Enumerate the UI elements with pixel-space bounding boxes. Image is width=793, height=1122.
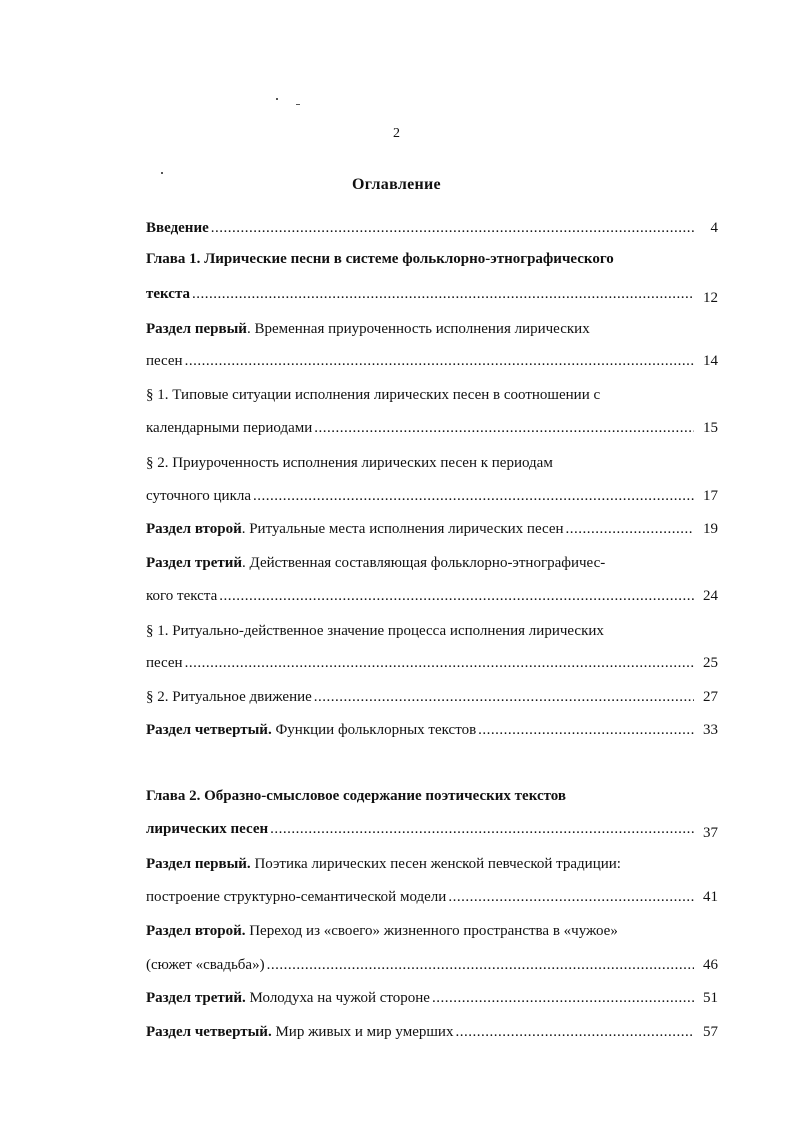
- toc-page-number: 37: [703, 825, 718, 841]
- toc-page-number: 27: [703, 689, 718, 705]
- toc-entry-line[interactable]: § 1. Ритуально-действенное значение процесса исполнения лирических: [146, 623, 604, 639]
- dot-leader: [478, 719, 694, 741]
- toc-page-number: 14: [703, 353, 718, 369]
- toc-page-number: 15: [703, 420, 718, 436]
- dot-leader: [192, 283, 694, 305]
- dot-leader: [314, 686, 694, 708]
- scan-speck: [296, 104, 300, 105]
- toc-entry[interactable]: Раздел третий. Молодуха на чужой стороне ..... 51: [146, 987, 718, 1009]
- toc-entry-line[interactable]: § 2. Приуроченность исполнения лирических песен к периодам: [146, 455, 553, 471]
- toc-entry-line[interactable]: Раздел первый. Временная приуроченность исполнения лирических: [146, 321, 590, 337]
- toc-entry[interactable]: Раздел второй. Ритуальные места исполнения лирических песен ..... 19: [146, 518, 718, 540]
- toc-page-number: 17: [703, 488, 718, 504]
- toc-entry-line[interactable]: Раздел второй. Переход из «своего» жизненного пространства в «чужое»: [146, 923, 618, 939]
- toc-page-number: 33: [703, 722, 718, 738]
- toc-entry-line[interactable]: Глава 2. Образно-смысловое содержание поэтических текстов: [146, 788, 567, 804]
- dot-leader: [455, 1021, 694, 1043]
- dot-leader: [270, 818, 694, 840]
- toc-page-number: 24: [703, 588, 718, 604]
- toc-page-number: 19: [703, 521, 718, 537]
- toc-entry-line[interactable]: Раздел первый. Поэтика лирических песен женской певческой традиции:: [146, 856, 621, 872]
- dot-leader: [432, 987, 694, 1009]
- toc-entry[interactable]: текста ..... 12: [146, 283, 718, 305]
- dot-leader: [314, 417, 694, 439]
- toc-entry[interactable]: Раздел четвертый. Мир живых и мир умерших ..... 57: [146, 1021, 718, 1043]
- scan-speck: [161, 172, 163, 174]
- toc-entry[interactable]: (сюжет «свадьба») ..... 46: [146, 954, 718, 976]
- dot-leader: [448, 886, 694, 908]
- toc-page-number: 41: [703, 889, 718, 905]
- dot-leader: [219, 585, 694, 607]
- toc-page-number: 57: [703, 1024, 718, 1040]
- toc-entry[interactable]: лирических песен ..... 37: [146, 818, 718, 840]
- toc-entry-line[interactable]: Раздел третий. Действенная составляющая фольклорно-этнографичес-: [146, 555, 606, 571]
- toc-entry[interactable]: песен ..... 25: [146, 652, 718, 674]
- toc-page-number: 51: [703, 990, 718, 1006]
- toc-entry[interactable]: календарными периодами ..... 15: [146, 417, 718, 439]
- toc-entry[interactable]: песен ..... 14: [146, 350, 718, 372]
- toc-entry[interactable]: кого текста ..... 24: [146, 585, 718, 607]
- toc-entry-line[interactable]: Глава 1. Лирические песни в системе фольклорно-этнографического: [146, 251, 614, 267]
- toc-entry[interactable]: построение структурно-семантической модели ..... 41: [146, 886, 718, 908]
- toc-title: Оглавление: [352, 176, 441, 193]
- toc-page-number: 25: [703, 655, 718, 671]
- dot-leader: [253, 485, 694, 507]
- toc-page-number: 46: [703, 957, 718, 973]
- toc-page-number: 4: [710, 220, 718, 236]
- toc-entry-line[interactable]: § 1. Типовые ситуации исполнения лирических песен в соотношении с: [146, 387, 601, 403]
- toc-entry[interactable]: § 2. Ритуальное движение ..... 27: [146, 686, 718, 708]
- dot-leader: [211, 217, 694, 239]
- page-number: 2: [393, 126, 400, 141]
- dot-leader: [267, 954, 694, 976]
- dot-leader: [185, 652, 694, 674]
- toc-entry[interactable]: Раздел четвертый. Функции фольклорных текстов ..... 33: [146, 719, 718, 741]
- toc-entry[interactable]: суточного цикла ..... 17: [146, 485, 718, 507]
- toc-page-number: 12: [703, 290, 718, 306]
- toc-entry[interactable]: Введение ..... 4: [146, 217, 718, 239]
- dot-leader: [185, 350, 694, 372]
- dot-leader: [566, 518, 694, 540]
- scan-speck: [276, 98, 278, 100]
